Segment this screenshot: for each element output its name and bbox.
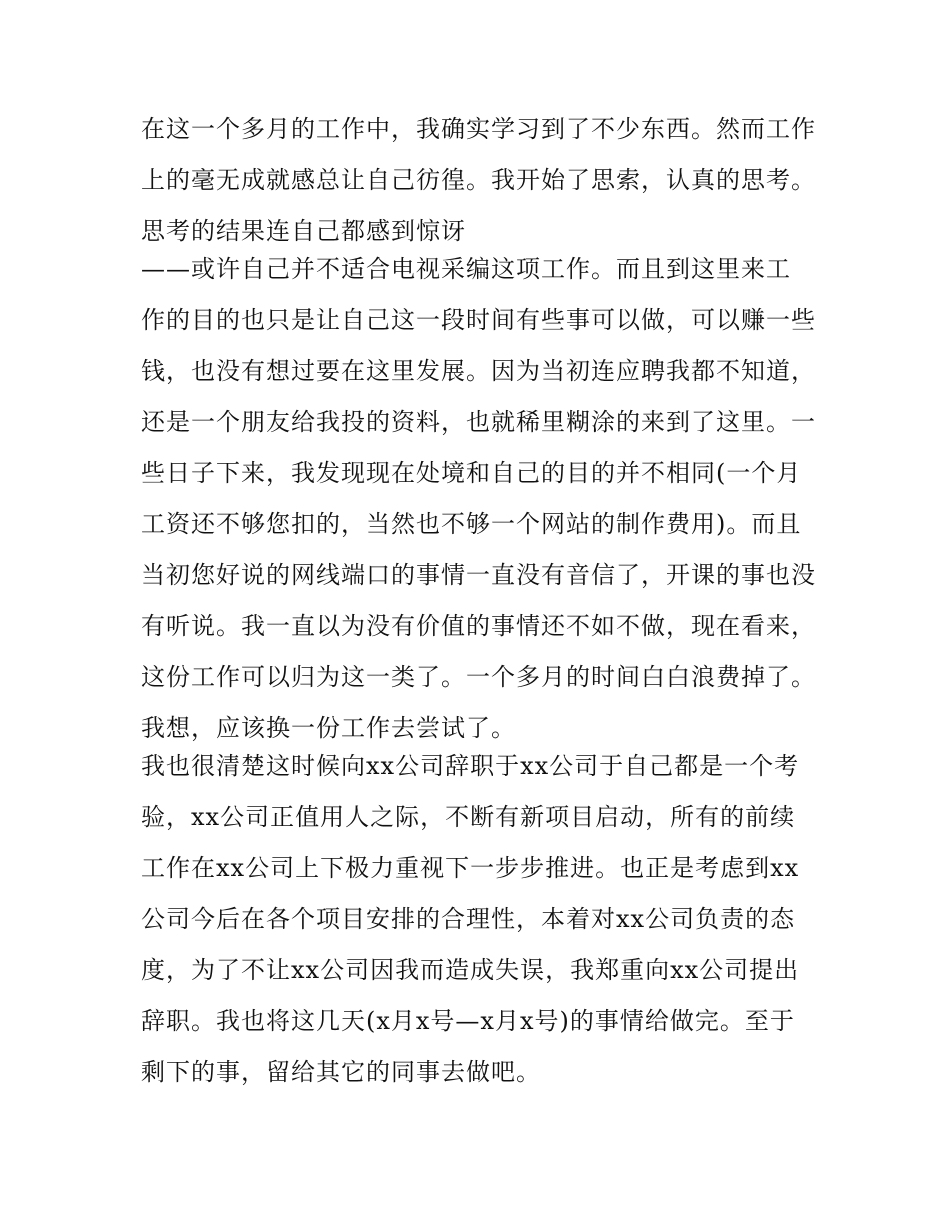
text-line: 工资还不够您扣的，当然也不够一个网站的制作费用)。而且 (141, 510, 802, 538)
text-line: 些日子下来，我发现现在处境和自己的目的并不相同(一个月 (141, 459, 802, 487)
text-line: 在这一个多月的工作中，我确实学习到了不少东西。然而工作 (141, 115, 816, 143)
text-line: ——或许自己并不适合电视采编这项工作。而且到这里来工 (141, 255, 791, 283)
text-line: 作的目的也只是让自己这一段时间有些事可以做，可以赚一些 (141, 306, 816, 334)
text-line: 我也很清楚这时候向xx公司辞职于xx公司于自己都是一个考 (141, 752, 800, 780)
text-line: 验，xx公司正值用人之际，不断有新项目启动，所有的前续 (141, 803, 796, 831)
text-line: 公司今后在各个项目安排的合理性，本着对xx公司负责的态 (141, 905, 796, 933)
text-line: 还是一个朋友给我投的资料，也就稀里糊涂的来到了这里。一 (141, 408, 816, 436)
document-body (141, 110, 821, 1104)
text-line: 思考的结果连自己都感到惊讶 (141, 217, 466, 245)
text-line: 有听说。我一直以为没有价值的事情还不如不做，现在看来， (141, 612, 816, 640)
text-line: 这份工作可以归为这一类了。一个多月的时间白白浪费掉了。 (141, 663, 816, 691)
text-line: 当初您好说的网线端口的事情一直没有音信了，开课的事也没 (141, 561, 816, 589)
text-line: 工作在xx公司上下极力重视下一步步推进。也正是考虑到xx (141, 854, 800, 882)
text-line: 我想，应该换一份工作去尝试了。 (141, 714, 516, 742)
text-line: 度，为了不让xx公司因我而造成失误，我郑重向xx公司提出 (141, 956, 800, 984)
text-line: 上的毫无成就感总让自己彷徨。我开始了思索，认真的思考。 (141, 166, 816, 194)
text-line: 辞职。我也将这几天(x月x号—x月x号)的事情给做完。至于 (141, 1007, 795, 1035)
text-line: 钱，也没有想过要在这里发展。因为当初连应聘我都不知道， (141, 357, 816, 385)
text-line: 剩下的事，留给其它的同事去做吧。 (141, 1058, 541, 1086)
